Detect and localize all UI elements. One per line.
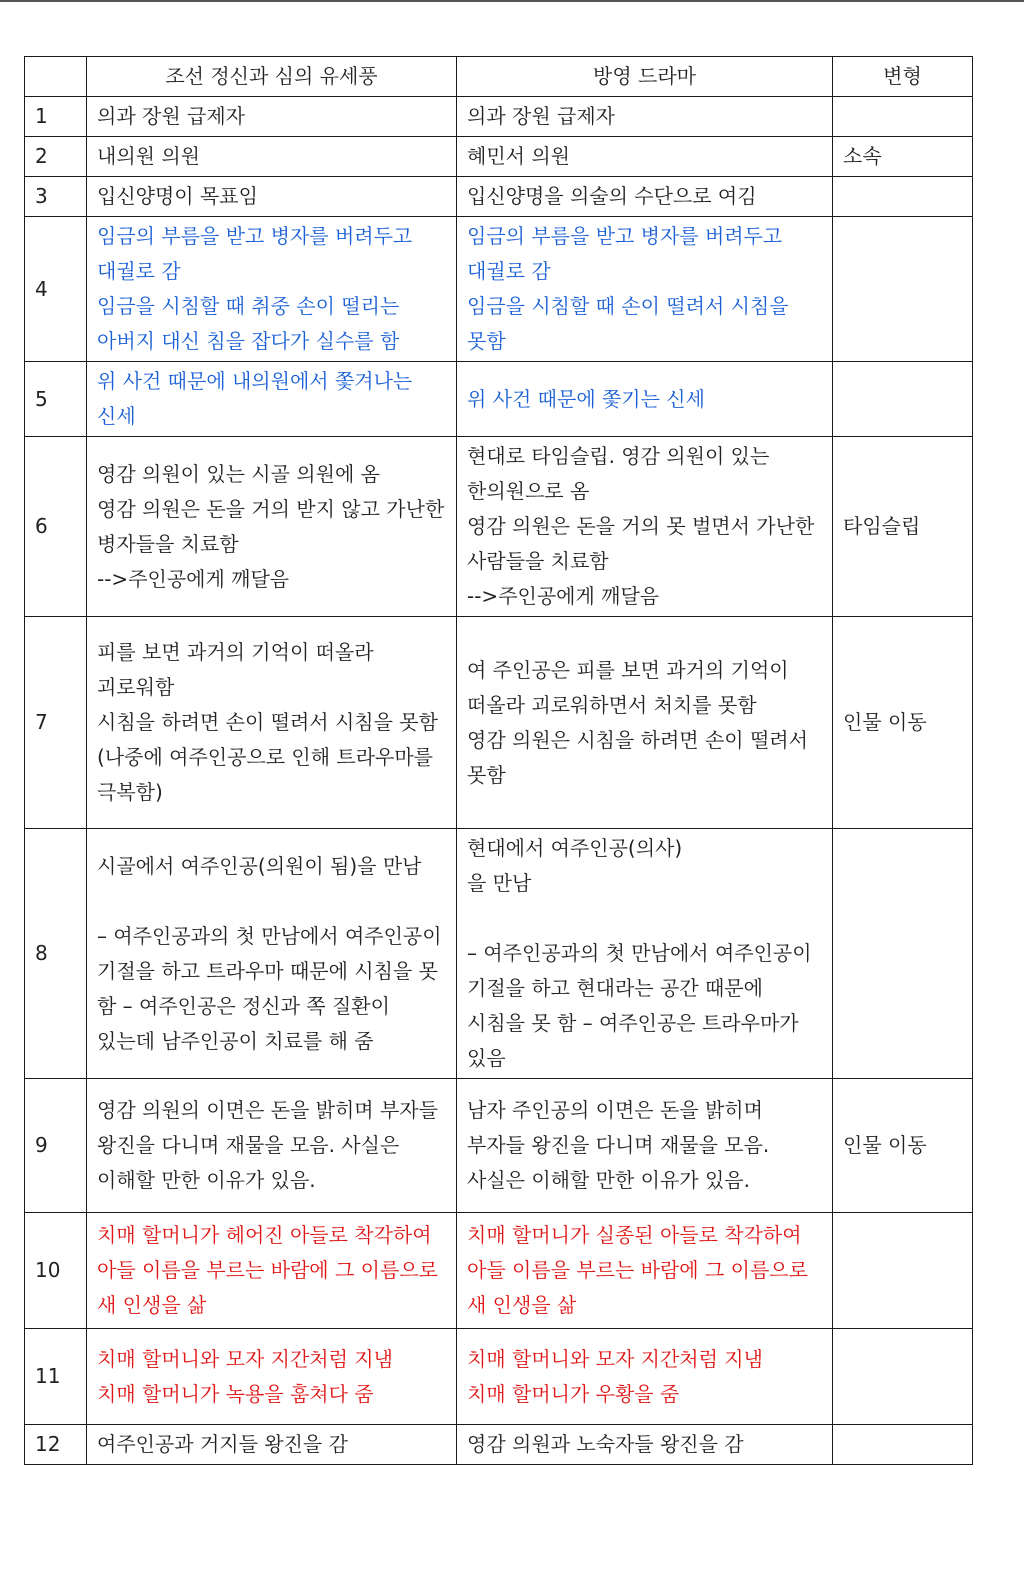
cell-line: 의과 장원 급제자 bbox=[97, 104, 245, 128]
change-cell bbox=[833, 1213, 973, 1329]
book-cell bbox=[87, 829, 457, 1079]
book-cell bbox=[87, 617, 457, 829]
book-cell bbox=[87, 97, 457, 137]
book-cell bbox=[87, 217, 457, 362]
drama-cell bbox=[457, 1425, 833, 1465]
cell-line: 입신양명이 목표임 bbox=[97, 184, 258, 208]
table-row bbox=[25, 97, 973, 137]
cell-line: 입신양명을 의술의 수단으로 여김 bbox=[467, 184, 757, 208]
cell-line: 치매 할머니와 모자 지간처럼 지냄 bbox=[97, 1346, 393, 1371]
book-cell bbox=[87, 362, 457, 437]
change-cell: 인물 이동 bbox=[833, 1079, 973, 1213]
cell-line: 영감 의원의 이면은 돈을 밝히며 부자들 왕진을 다니며 재물을 모음. 사실은 이해할 만한 이유가 있음. bbox=[97, 1098, 445, 1192]
cell-line: (나중에 여주인공으로 인해 트라우마를 극복함) bbox=[97, 745, 440, 804]
table-row bbox=[25, 1079, 973, 1213]
table-row bbox=[25, 137, 973, 177]
change-cell: 인물 이동 bbox=[833, 617, 973, 829]
table-row bbox=[25, 362, 973, 437]
cell-line: 치매 할머니가 녹용을 훔쳐다 줌 bbox=[97, 1381, 374, 1406]
row-number: 3 bbox=[25, 177, 87, 217]
change-cell bbox=[833, 217, 973, 362]
row-number: 12 bbox=[25, 1425, 87, 1465]
book-cell bbox=[87, 1329, 457, 1425]
drama-cell bbox=[457, 1329, 833, 1425]
change-cell bbox=[833, 1425, 973, 1465]
cell-line: 치매 할머니와 모자 지간처럼 지냄 bbox=[467, 1346, 763, 1371]
row-number: 2 bbox=[25, 137, 87, 177]
table-body bbox=[25, 97, 973, 1465]
cell-line: 남자 주인공의 이면은 돈을 밝히며 부자들 왕진을 다니며 재물을 모음. 사실은 이해할 만한 이유가 있음. bbox=[467, 1098, 776, 1192]
change-cell: 소속 bbox=[833, 137, 973, 177]
row-number: 5 bbox=[25, 362, 87, 437]
header-row bbox=[25, 57, 973, 97]
book-cell bbox=[87, 1213, 457, 1329]
drama-cell bbox=[457, 1079, 833, 1213]
cell-line: 영감 의원이 있는 시골 의원에 옴 bbox=[97, 461, 380, 486]
cell-line: 영감 의원은 돈을 거의 못 벌면서 가난한 사람들을 치료함 bbox=[467, 514, 821, 573]
cell-line: – 여주인공과의 첫 만남에서 여주인공이 기절을 하고 트라우마 때문에 시침을 못 함 – 여주인공은 정신과 쪽 질환이 있는데 남주인공이 치료를 해 줌 bbox=[97, 923, 448, 1053]
cell-line: 영감 의원은 시침을 하려면 손이 떨려서 못함 bbox=[467, 727, 815, 787]
change-cell bbox=[833, 97, 973, 137]
drama-cell bbox=[457, 362, 833, 437]
cell-line: -->주인공에게 깨달음 bbox=[97, 566, 290, 591]
cell-line: 치매 할머니가 실종된 아들로 착각하여 아들 이름을 부르는 바람에 그 이름으로 새 인생을 삶 bbox=[467, 1223, 815, 1317]
cell-line: 여 주인공은 피를 보면 과거의 기억이 떠올라 괴로워하면서 처치를 못함 bbox=[467, 657, 795, 717]
cell-line: 의과 장원 급제자 bbox=[467, 104, 615, 128]
cell-line: 위 사건 때문에 쫓기는 신세 bbox=[467, 386, 705, 411]
row-number: 6 bbox=[25, 437, 87, 617]
change-cell bbox=[833, 829, 973, 1079]
cell-line: 임금의 부름을 받고 병자를 버려두고 대궐로 감 bbox=[467, 224, 789, 283]
table-row bbox=[25, 217, 973, 362]
row-number: 1 bbox=[25, 97, 87, 137]
book-cell bbox=[87, 177, 457, 217]
row-number: 9 bbox=[25, 1079, 87, 1213]
header-drama: 방영 드라마 bbox=[457, 57, 833, 97]
cell-line: 영감 의원과 노숙자들 왕진을 감 bbox=[467, 1432, 744, 1456]
cell-line: 위 사건 때문에 내의원에서 쫓겨나는 신세 bbox=[97, 369, 419, 428]
table-row bbox=[25, 617, 973, 829]
change-cell bbox=[833, 1329, 973, 1425]
cell-line: 임금의 부름을 받고 병자를 버려두고 대궐로 감 bbox=[97, 224, 419, 283]
drama-cell bbox=[457, 1213, 833, 1329]
top-rule bbox=[0, 0, 1024, 2]
change-cell bbox=[833, 362, 973, 437]
comparison-table bbox=[24, 56, 973, 1465]
cell-line: 혜민서 의원 bbox=[467, 144, 570, 168]
cell-line: 현대로 타임슬립. 영감 의원이 있는 한의원으로 옴 bbox=[467, 444, 776, 503]
drama-cell bbox=[457, 137, 833, 177]
drama-cell bbox=[457, 217, 833, 362]
drama-cell bbox=[457, 97, 833, 137]
cell-line: 을 만남 bbox=[467, 871, 532, 895]
book-cell bbox=[87, 137, 457, 177]
change-cell bbox=[833, 177, 973, 217]
cell-line bbox=[97, 884, 446, 919]
row-number: 4 bbox=[25, 217, 87, 362]
cell-line: 여주인공과 거지들 왕진을 감 bbox=[97, 1432, 348, 1456]
row-number: 10 bbox=[25, 1213, 87, 1329]
change-cell: 타임슬립 bbox=[833, 437, 973, 617]
cell-line: -->주인공에게 깨달음 bbox=[467, 584, 660, 608]
header-number bbox=[25, 57, 87, 97]
drama-cell bbox=[457, 829, 833, 1079]
book-cell bbox=[87, 437, 457, 617]
cell-line: – 여주인공과의 첫 만남에서 여주인공이 기절을 하고 현대라는 공간 때문에 시침을 못 함 – 여주인공은 트라우마가 있음 bbox=[467, 941, 818, 1070]
table-row bbox=[25, 829, 973, 1079]
cell-line: 임금을 시침할 때 손이 떨려서 시침을 못함 bbox=[467, 294, 795, 353]
header-book: 조선 정신과 심의 유세풍 bbox=[87, 57, 457, 97]
book-cell bbox=[87, 1079, 457, 1213]
row-number: 8 bbox=[25, 829, 87, 1079]
row-number: 7 bbox=[25, 617, 87, 829]
table-row bbox=[25, 1213, 973, 1329]
cell-line: 치매 할머니가 우황을 줌 bbox=[467, 1381, 680, 1406]
table-row bbox=[25, 177, 973, 217]
cell-line: 영감 의원은 돈을 거의 받지 않고 가난한 병자들을 치료함 bbox=[97, 496, 451, 556]
table-row bbox=[25, 1329, 973, 1425]
drama-cell bbox=[457, 617, 833, 829]
row-number: 11 bbox=[25, 1329, 87, 1425]
cell-line: 시골에서 여주인공(의원이 됨)을 만남 bbox=[97, 853, 422, 878]
cell-line: 시침을 하려면 손이 떨려서 시침을 못함 bbox=[97, 710, 438, 734]
cell-line: 치매 할머니가 헤어진 아들로 착각하여 아들 이름을 부르는 바람에 그 이름으로 새 인생을 삶 bbox=[97, 1223, 445, 1317]
cell-line bbox=[467, 901, 822, 936]
drama-cell bbox=[457, 177, 833, 217]
cell-line: 피를 보면 과거의 기억이 떠올라 괴로워함 bbox=[97, 640, 380, 699]
cell-line: 현대에서 여주인공(의사) bbox=[467, 836, 683, 860]
table-row bbox=[25, 437, 973, 617]
header-change: 변형 bbox=[833, 57, 973, 97]
cell-line: 임금을 시침할 때 취중 손이 떨리는 아버지 대신 침을 잡다가 실수를 함 bbox=[97, 294, 406, 353]
book-cell bbox=[87, 1425, 457, 1465]
table-row bbox=[25, 1425, 973, 1465]
drama-cell bbox=[457, 437, 833, 617]
cell-line: 내의원 의원 bbox=[97, 144, 200, 168]
